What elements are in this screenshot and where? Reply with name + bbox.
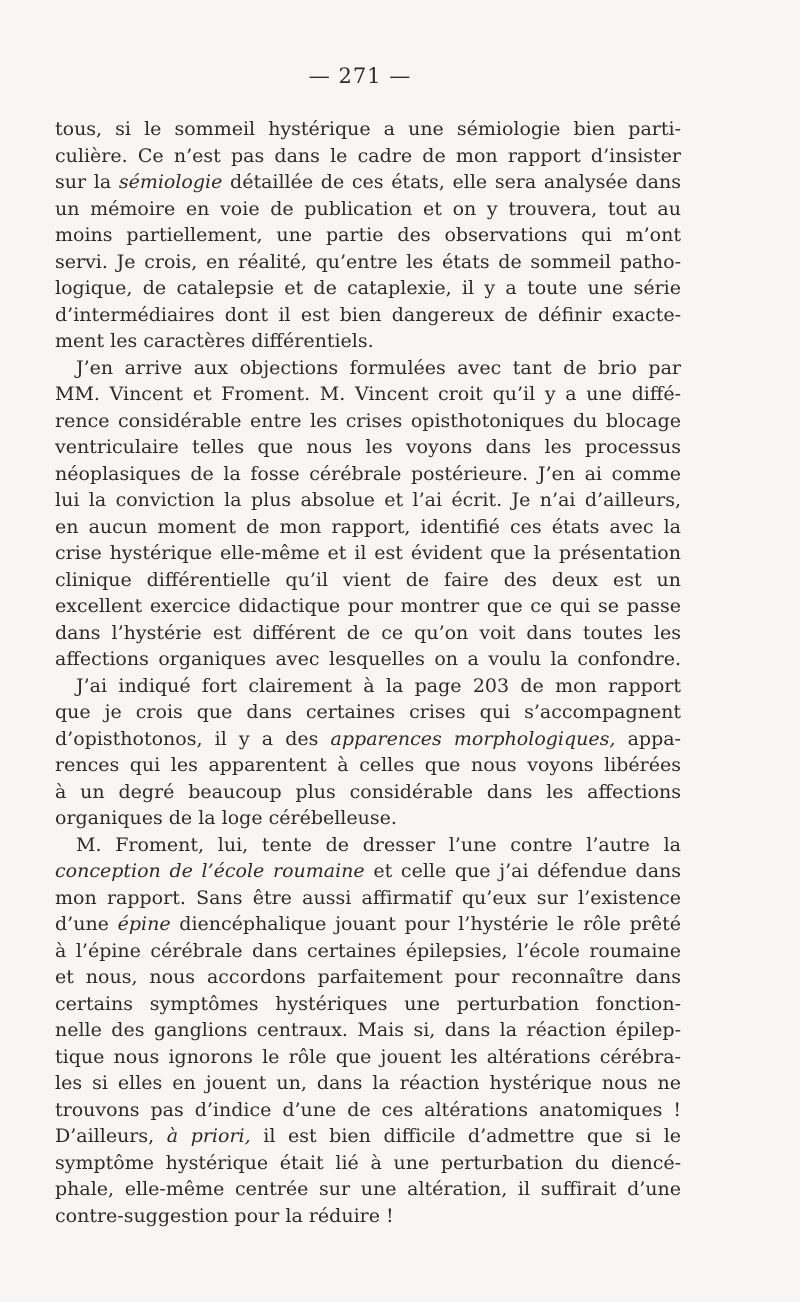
text-run: M. Froment, lui, tente de dresser l’une contre l’autre la [76, 833, 681, 856]
text-line [55, 779, 681, 806]
text-line [55, 991, 681, 1018]
text-run: d’opisthotonos, il y a des [55, 727, 331, 750]
text-run: servi. Je crois, en réalité, qu’entre les états de sommeil patho- [55, 250, 681, 273]
italic-text-run: apparences morphologiques, [330, 727, 616, 750]
text-line [55, 646, 681, 673]
text-run: contre-suggestion pour la réduire ! [55, 1204, 394, 1227]
text-line [55, 1097, 681, 1124]
text-run: mon rapport. Sans être aussi affirmatif qu’eux sur l’existence [55, 886, 681, 909]
text-line [55, 355, 681, 382]
text-line [55, 116, 681, 143]
text-line [55, 381, 681, 408]
text-run: en aucun moment de mon rapport, identifié ces états avec la [55, 515, 681, 538]
text-run: il est bien difficile d’admettre que si le [250, 1125, 682, 1147]
text-line [55, 911, 681, 938]
text-run: rences qui les apparentent à celles que nous voyons libérées [55, 754, 681, 776]
text-line [55, 964, 681, 991]
text-run: dans l’hystérie est différent de ce qu’on voit dans toutes les [55, 621, 681, 644]
text-run: trouvons pas d’indice d’une de ces altérations anatomiques ! [55, 1098, 681, 1121]
text-line [55, 196, 681, 223]
text-run: lui la conviction la plus absolue et l’ai écrit. Je n’ai d’ailleurs, [55, 489, 681, 511]
text-run: diencéphalique jouant pour l’hystérie le rôle prêté [170, 913, 681, 935]
text-run: excellent exercice didactique pour montrer que ce qui se passe [55, 595, 681, 617]
text-run: d’une [55, 913, 118, 935]
italic-text-run: conception de l’école roumaine [55, 860, 365, 882]
text-run: à l’épine cérébrale dans certaines épilepsies, l’école roumaine [55, 939, 681, 962]
text-line [55, 673, 681, 700]
text-run: un mémoire en voie de publication et on y trouvera, tout au [55, 197, 681, 220]
body-text [55, 116, 681, 1229]
text-line [55, 514, 681, 541]
text-run: ment les caractères différentiels. [55, 330, 374, 352]
text-line [55, 885, 681, 912]
italic-text-run: sémiologie [118, 171, 223, 193]
text-line [55, 832, 681, 859]
text-run: détaillée de ces états, elle sera analysée dans [222, 171, 681, 193]
text-run: symptôme hystérique était lié à une perturbation du diencé- [55, 1151, 681, 1174]
text-run: et nous, nous accordons parfaitement pour reconnaître dans [55, 966, 681, 988]
text-line [55, 593, 681, 620]
text-run: J’en arrive aux objections formulées avec tant de brio par [76, 356, 681, 379]
text-run: les si elles en jouent un, dans la réaction hystérique nous ne [55, 1072, 681, 1094]
text-run: à un degré beaucoup plus considérable dans les affections [55, 780, 681, 803]
text-line [55, 1150, 681, 1177]
text-line [55, 1070, 681, 1097]
text-line [55, 275, 681, 302]
text-line [55, 328, 681, 355]
text-line [55, 1044, 681, 1071]
text-run: nelle des ganglions centraux. Mais si, dans la réaction épilep- [55, 1019, 681, 1041]
italic-text-run: épine [117, 913, 171, 935]
text-line [55, 1176, 681, 1203]
text-run: crise hystérique elle-même et il est évident que la présentation [55, 542, 681, 564]
text-run: culière. Ce n’est pas dans le cadre de mon rapport d’insister [55, 144, 681, 167]
text-line [55, 249, 681, 276]
text-line [55, 1203, 681, 1230]
text-line [55, 434, 681, 461]
text-run: que je crois que dans certaines crises qui s’accompagnent [55, 701, 681, 723]
text-line [55, 752, 681, 779]
page-number: — 271 — [308, 64, 412, 88]
text-line [55, 1017, 681, 1044]
text-line [55, 408, 681, 435]
text-line [55, 858, 681, 885]
text-line [55, 487, 681, 514]
text-run: et celle que j’ai défendue dans [364, 860, 682, 882]
text-run: J’ai indiqué fort clairement à la page 203 de mon rapport [76, 674, 681, 697]
text-line [55, 1123, 681, 1150]
text-run: phale, elle-même centrée sur une altération, il suffirait d’une [55, 1178, 681, 1200]
text-run: tique nous ignorons le rôle que jouent les altérations cérébra- [55, 1045, 681, 1068]
text-run: appa- [615, 727, 681, 750]
text-run: néoplasiques de la fosse cérébrale postérieure. J’en ai comme [55, 462, 681, 485]
text-run: MM. Vincent et Froment. M. Vincent croit qu’il y a une diffé- [55, 383, 681, 405]
text-line [55, 302, 681, 329]
text-run: D’ailleurs, [55, 1125, 167, 1147]
text-line [55, 938, 681, 965]
text-line [55, 699, 681, 726]
text-run: organiques de la loge cérébelleuse. [55, 807, 397, 829]
text-run: moins partiellement, une partie des observations qui m’ont [55, 224, 681, 246]
text-line [55, 222, 681, 249]
text-run: ventriculaire telles que nous les voyons dans les processus [55, 436, 681, 458]
text-run: certains symptômes hystériques une perturbation fonction- [55, 992, 681, 1015]
text-line [55, 805, 681, 832]
text-line [55, 143, 681, 170]
text-run: clinique différentielle qu’il vient de faire des deux est un [55, 568, 681, 591]
text-run: d’intermédiaires dont il est bien dangereux de définir exacte- [55, 303, 681, 326]
italic-text-run: à priori, [166, 1125, 251, 1147]
text-line [55, 461, 681, 488]
text-line [55, 620, 681, 647]
text-line [55, 169, 681, 196]
text-run: logique, de catalepsie et de cataplexie, il y a toute une série [55, 277, 681, 299]
text-run: tous, si le sommeil hystérique a une sémiologie bien parti- [55, 118, 681, 140]
text-run: sur la [55, 171, 119, 193]
text-run: rence considérable entre les crises opisthotoniques du blocage [55, 409, 681, 432]
text-line [55, 726, 681, 753]
text-line [55, 567, 681, 594]
text-line [55, 540, 681, 567]
text-run: affections organiques avec lesquelles on a voulu la confondre. [55, 648, 681, 670]
